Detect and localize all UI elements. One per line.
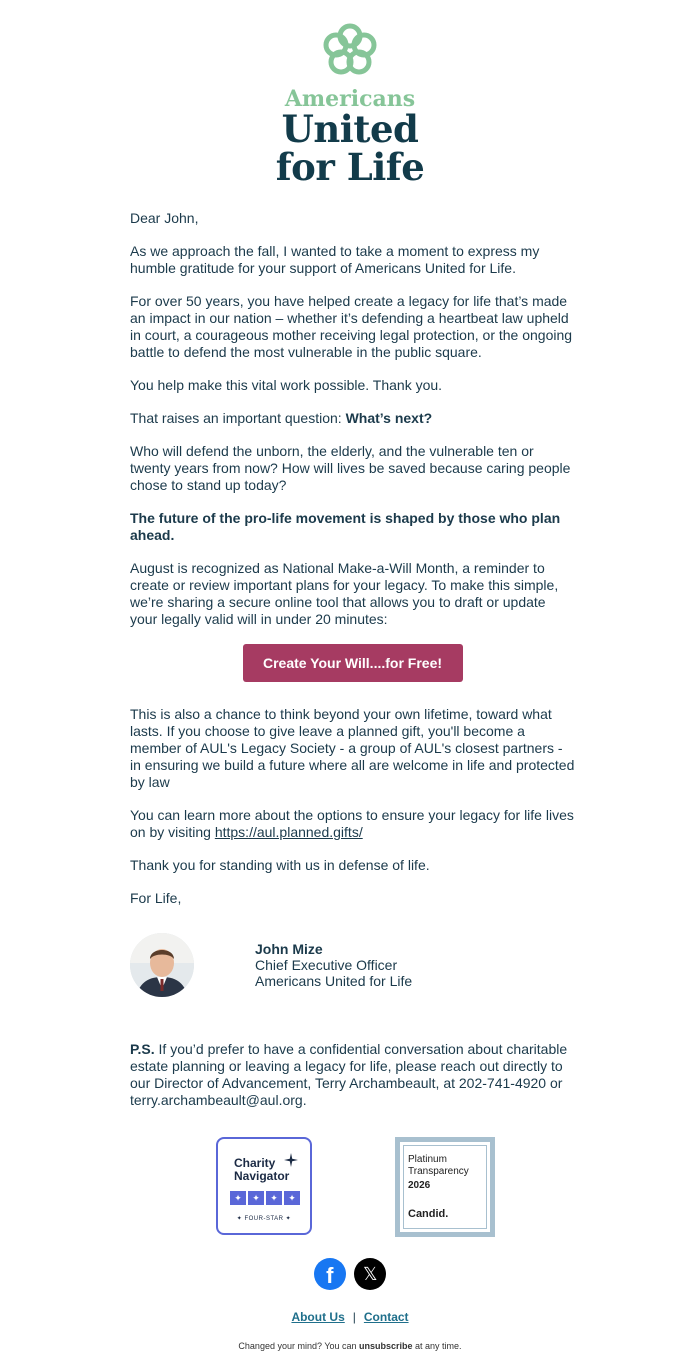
unsub-prefix: Changed your mind? You can bbox=[238, 1341, 360, 1351]
question-strong: What’s next? bbox=[345, 410, 433, 426]
closing: For Life, bbox=[130, 890, 182, 906]
flower-knot-icon bbox=[319, 20, 381, 82]
learn-more-prefix: You can learn more about the options to ensure your legacy for life lives on by visiting bbox=[130, 807, 574, 840]
candid-text bbox=[408, 1154, 469, 1178]
facebook-icon[interactable]: f bbox=[314, 1258, 346, 1290]
star-icon: ✦ bbox=[248, 1191, 264, 1205]
charity-navigator-badge[interactable] bbox=[216, 1137, 312, 1235]
logo-text-for-life: for Life bbox=[275, 145, 425, 189]
footer-links bbox=[0, 1310, 700, 1324]
cta-wrapper bbox=[130, 644, 575, 682]
sparkle-icon bbox=[284, 1153, 298, 1167]
logo-text-americans: Americans bbox=[284, 86, 416, 112]
star-icon: ✦ bbox=[266, 1191, 282, 1205]
signature-block bbox=[130, 923, 575, 1013]
paragraph-thanks: You help make this vital work possible. Thank you. bbox=[130, 377, 443, 393]
badges-row bbox=[0, 1137, 700, 1237]
x-twitter-icon[interactable]: 𝕏 bbox=[354, 1258, 386, 1290]
paragraph-future-strong: The future of the pro-life movement is shaped by those who plan ahead. bbox=[130, 510, 561, 543]
greeting: Dear John, bbox=[130, 210, 199, 226]
cn-footer: ✦ FOUR-STAR ✦ bbox=[236, 1216, 292, 1222]
charity-navigator-title bbox=[234, 1157, 289, 1183]
avatar bbox=[130, 933, 194, 997]
ps-label: P.S. bbox=[130, 1041, 155, 1057]
social-links bbox=[0, 1258, 700, 1290]
cn-line1: Charity bbox=[234, 1156, 276, 1170]
signer-org: Americans United for Life bbox=[255, 973, 413, 989]
signer-info bbox=[255, 941, 412, 989]
paragraph-legacy-society: This is also a chance to think beyond your own lifetime, toward what lasts. If you choose to give leave a planned gift, you'll become a member of AUL's Legacy Society - a group of AUL's closest partners - in ensuring we build a future where all are welcome in life and protected by law bbox=[130, 706, 575, 790]
paragraph-question bbox=[130, 410, 575, 427]
star-icon: ✦ bbox=[230, 1191, 246, 1205]
unsubscribe-link[interactable]: unsubscribe bbox=[359, 1341, 413, 1351]
ps-text: If you’d prefer to have a confidential conversation about charitable estate planning or leaving a legacy for life, please reach out directly to our Director of Advancement, Terry Archambeault, at 202-741-4920 or terry.archambeault@aul.org. bbox=[130, 1041, 568, 1108]
signer-title: Chief Executive Officer bbox=[255, 957, 398, 973]
cn-line2: Navigator bbox=[234, 1169, 290, 1183]
person-photo-icon bbox=[130, 933, 194, 997]
candid-brand: Candid. bbox=[408, 1208, 449, 1220]
paragraph-legacy: For over 50 years, you have helped create a legacy for life that’s made an impact in our nation – whether it’s defending a heartbeat law upheld in court, a courageous mother receiving legal protection, or the ongoing battle to defend the most vulnerable in the public square. bbox=[130, 293, 573, 360]
footer-separator: | bbox=[352, 1310, 356, 1324]
paragraph-make-a-will: August is recognized as National Make-a-Will Month, a reminder to create or review important plans for your legacy. To make this simple, we’re sharing a secure online tool that allows you to draft or update your legally valid will in under 20 minutes: bbox=[130, 560, 559, 627]
contact-link[interactable]: Contact bbox=[363, 1310, 409, 1324]
paragraph-standing: Thank you for standing with us in defense of life. bbox=[130, 857, 430, 873]
unsubscribe-line bbox=[0, 1341, 700, 1351]
paragraph-learn-more bbox=[130, 807, 575, 841]
star-icon: ✦ bbox=[284, 1191, 300, 1205]
paragraph-who-will-defend: Who will defend the unborn, the elderly, and the vulnerable ten or twenty years from now? How will lives be saved because caring people chose to stand up today? bbox=[130, 443, 571, 493]
candid-line1: Platinum bbox=[408, 1154, 447, 1165]
question-prefix: That raises an important question: bbox=[130, 410, 346, 426]
aul-logo bbox=[0, 20, 700, 189]
planned-gifts-link[interactable]: https://aul.planned.gifts/ bbox=[214, 824, 363, 840]
about-us-link[interactable]: About Us bbox=[291, 1310, 345, 1324]
candid-line2: Transparency bbox=[408, 1166, 469, 1177]
paragraph-gratitude: As we approach the fall, I wanted to take a moment to express my humble gratitude for your support of Americans United for Life. bbox=[130, 243, 540, 276]
letter-body bbox=[130, 210, 575, 1125]
signer-name: John Mize bbox=[255, 941, 323, 957]
postscript bbox=[130, 1041, 575, 1109]
logo-text-united: United bbox=[281, 107, 419, 151]
unsub-suffix: at any time. bbox=[412, 1341, 462, 1351]
candid-year: 2026 bbox=[408, 1180, 431, 1191]
candid-badge[interactable] bbox=[395, 1137, 495, 1237]
cn-stars bbox=[230, 1191, 300, 1205]
create-will-button[interactable]: Create Your Will....for Free! bbox=[243, 644, 463, 682]
